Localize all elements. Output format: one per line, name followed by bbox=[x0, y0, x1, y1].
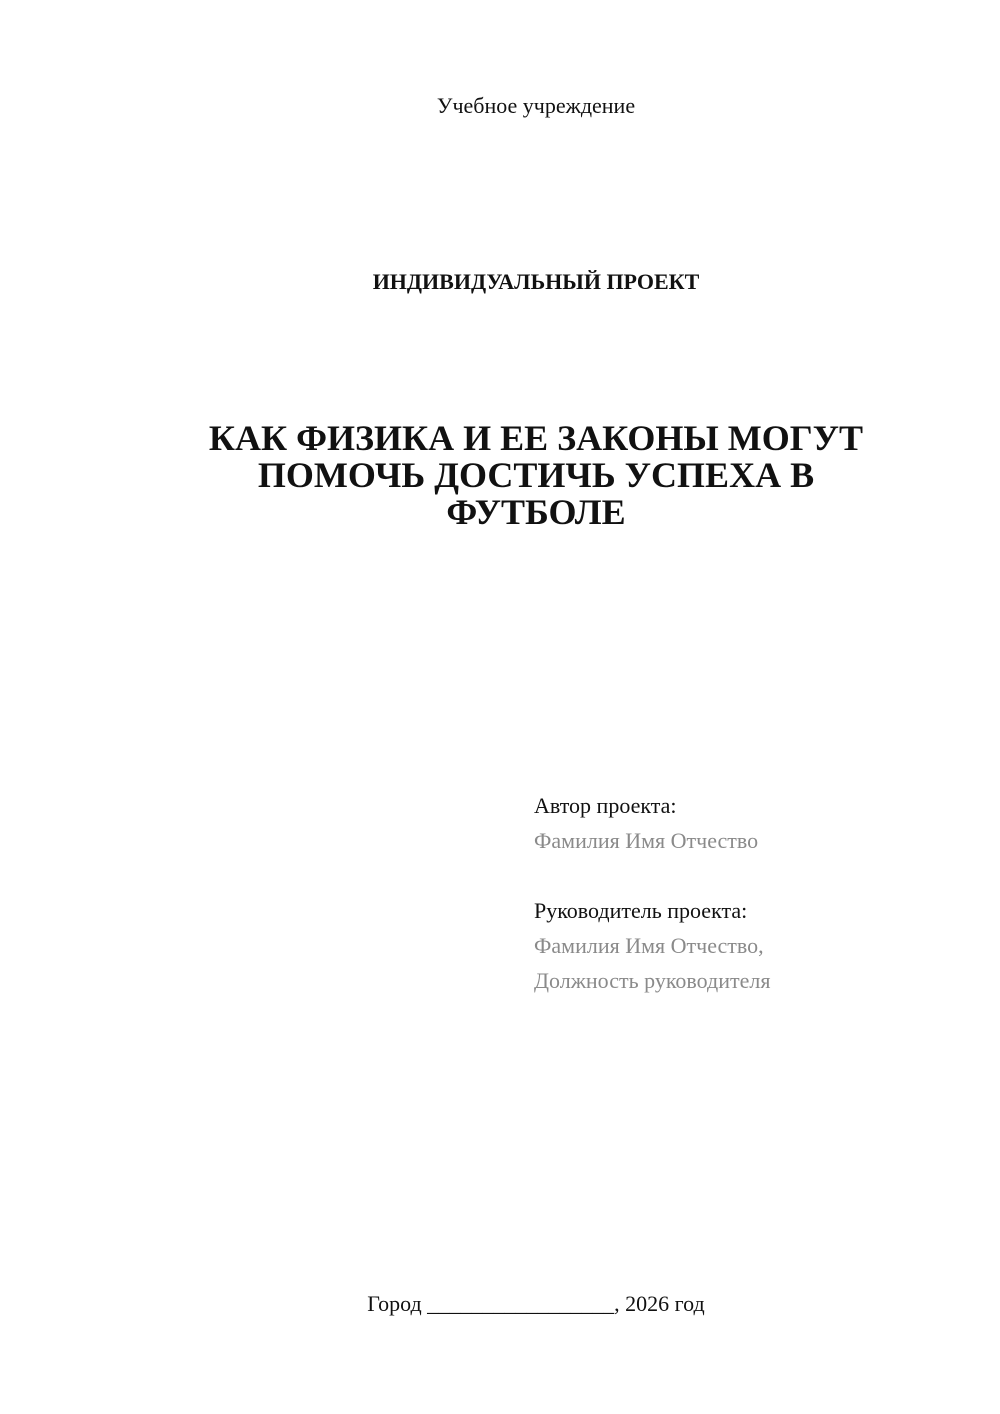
project-title-line: КАК ФИЗИКА И ЕЕ ЗАКОНЫ МОГУТ bbox=[208, 418, 864, 458]
supervisor-name-placeholder: Фамилия Имя Отчество, bbox=[534, 933, 764, 958]
author-name-placeholder: Фамилия Имя Отчество bbox=[534, 828, 759, 853]
supervisor-position-placeholder: Должность руководителя bbox=[534, 968, 771, 993]
institution-name: Учебное учреждение bbox=[436, 93, 636, 118]
city-year-line: Город _________________, 2026 год bbox=[367, 1291, 705, 1316]
project-title bbox=[160, 420, 912, 531]
project-title-line: ПОМОЧЬ ДОСТИЧЬ УСПЕХА В bbox=[257, 455, 815, 495]
project-title-line: ФУТБОЛЕ bbox=[446, 492, 626, 532]
supervisor-label: Руководитель проекта: bbox=[534, 898, 748, 923]
project-people-block bbox=[534, 788, 974, 998]
project-type-heading: ИНДИВИДУАЛЬНЫЙ ПРОЕКТ bbox=[372, 269, 700, 294]
author-label: Автор проекта: bbox=[534, 793, 677, 818]
spacer bbox=[534, 858, 974, 893]
